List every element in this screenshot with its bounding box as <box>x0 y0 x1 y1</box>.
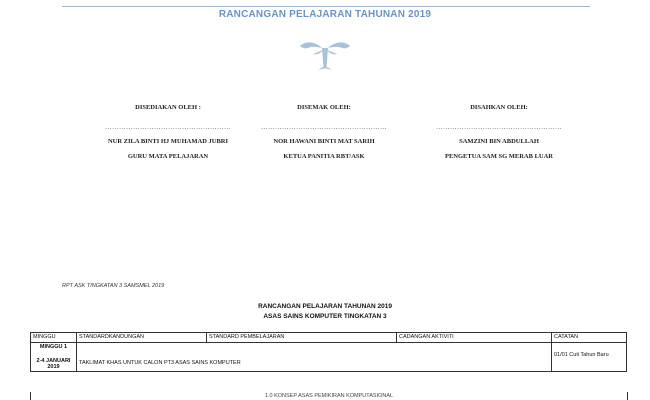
note-cell <box>552 343 627 372</box>
signatory-role: DISEMAK OLEH: <box>297 104 351 111</box>
signatory-reviewed <box>239 104 409 163</box>
signatory-role: DISAHKAN OLEH: <box>470 104 528 111</box>
signatory-name: NOR HAWANI BINTI MAT SARIH <box>273 138 375 145</box>
signature-line: ……………………………………………… <box>105 124 231 131</box>
signatory-position: GURU MATA PELAJARAN <box>127 153 209 160</box>
signatory-role: DISEDIAKAN OLEH : <box>135 104 201 111</box>
note-text: 01/01 Cuti Tahun Baru <box>554 352 609 358</box>
column-header-activity: CADANGAN AKTIVITI <box>397 333 552 343</box>
content-cell <box>77 343 552 372</box>
column-header-week: MINGGU <box>31 333 77 343</box>
section-title: RANCANGAN PELAJARAN TAHUNAN 2019 <box>258 303 392 310</box>
section-subtitle: ASAS SAINS KOMPUTER TINGKATAN 3 <box>263 313 387 320</box>
next-topic-text: 1.0 KONSEP ASAS PEMIKIRAN KOMPUTASIONAL <box>264 393 394 399</box>
column-header-content-standard: STANDARDKANDUNGAN <box>77 333 207 343</box>
document-title: RANCANGAN PELAJARAN TAHUNAN 2019 <box>218 9 432 20</box>
header-rule <box>62 6 590 7</box>
lesson-plan-table <box>30 332 627 372</box>
table-row <box>31 343 627 372</box>
content-text: TAKLIMAT KHAS UNTUK CALON PT3 ASAS SAINS KOMPUTER <box>79 360 241 366</box>
column-header-learning-standard: STANDARD PEMBELAJARAN <box>207 333 397 343</box>
signatory-prepared <box>83 104 253 163</box>
week-number: MINGGU 1 <box>39 344 68 350</box>
week-cell <box>31 343 77 372</box>
signatory-position: PENGETUA SAM SG MERAB LUAR <box>445 153 553 160</box>
week-date: 2-4 JANUARI 2019 <box>36 358 71 370</box>
signatory-name: NUR ZILA BINTI HJ MUHAMAD JUBRI <box>107 138 229 145</box>
signatory-approved <box>414 104 584 163</box>
school-crest-icon <box>298 38 352 74</box>
signatory-position: KETUA PANITIA RBT/ASK <box>283 153 365 160</box>
column-header-notes: CATATAN <box>552 333 627 343</box>
table-header-row <box>31 333 627 343</box>
signature-line: ……………………………………………… <box>261 124 387 131</box>
signatory-name: SAMZINI BIN ABDULLAH <box>459 138 539 145</box>
page-footer-note: RPT ASK TINGKATAN 3 SAMSMEL 2019 <box>62 283 165 289</box>
signature-line: ……………………………………………… <box>436 124 562 131</box>
next-topic-row <box>30 392 628 400</box>
